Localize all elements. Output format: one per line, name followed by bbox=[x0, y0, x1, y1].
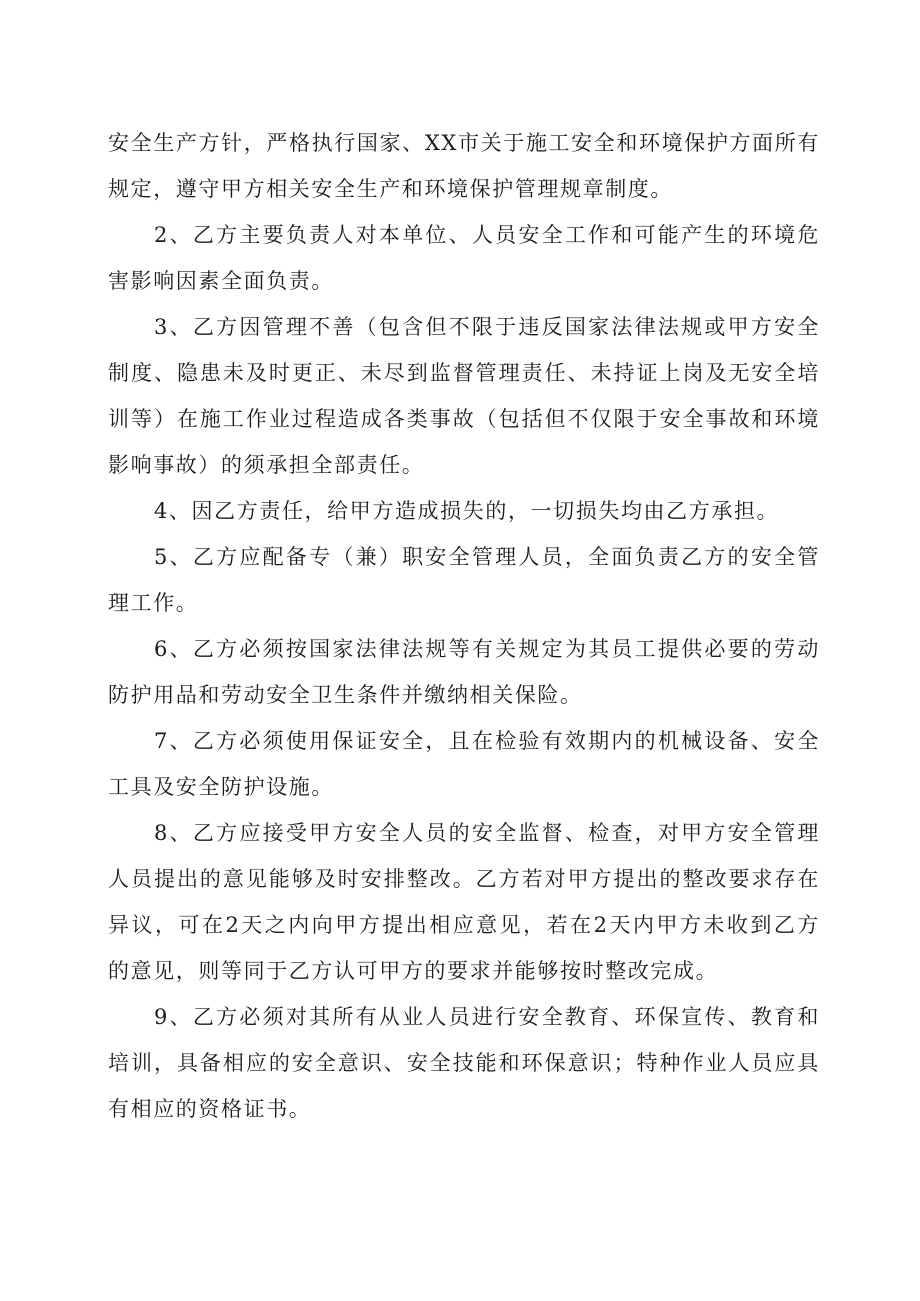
text-line: 5、乙方应配备专（兼）职安全管理人员，全面负责乙方的安全管 bbox=[154, 545, 820, 569]
text-line: 害影响因素全面负责。 bbox=[108, 269, 334, 293]
text-line: 训等）在施工作业过程造成各类事故（包括但不仅限于安全事故和环境 bbox=[108, 407, 820, 431]
paragraph-item-2 bbox=[108, 212, 820, 304]
document-page bbox=[108, 120, 820, 1132]
text-line: 3、乙方因管理不善（包含但不限于违反国家法律法规或甲方安全 bbox=[154, 315, 820, 339]
paragraph-item-3 bbox=[108, 304, 820, 488]
paragraph-item-7 bbox=[108, 718, 820, 810]
text-line: 6、乙方必须按国家法律法规等有关规定为其员工提供必要的劳动 bbox=[154, 637, 820, 661]
paragraph-item-5 bbox=[108, 534, 820, 626]
paragraph-item-4 bbox=[108, 488, 820, 534]
text-line: 异议，可在2天之内向甲方提出相应意见，若在2天内甲方未收到乙方 bbox=[108, 913, 820, 937]
text-line: 8、乙方应接受甲方安全人员的安全监督、检查，对甲方安全管理 bbox=[154, 821, 820, 845]
text-line: 的意见，则等同于乙方认可甲方的要求并能够按时整改完成。 bbox=[108, 959, 719, 983]
text-line: 规定，遵守甲方相关安全生产和环境保护管理规章制度。 bbox=[108, 177, 673, 201]
text-line: 理工作。 bbox=[108, 591, 199, 615]
paragraph-item-9 bbox=[108, 994, 820, 1132]
text-line: 4、因乙方责任，给甲方造成损失的，一切损失均由乙方承担。 bbox=[154, 499, 780, 523]
text-line: 防护用品和劳动安全卫生条件并缴纳相关保险。 bbox=[108, 683, 583, 707]
text-line: 培训，具备相应的安全意识、安全技能和环保意识；特种作业人员应具 bbox=[108, 1051, 820, 1075]
paragraph-item-8 bbox=[108, 810, 820, 994]
paragraph-1 bbox=[108, 120, 820, 212]
text-line: 2、乙方主要负责人对本单位、人员安全工作和可能产生的环境危 bbox=[154, 223, 820, 247]
paragraph-item-6 bbox=[108, 626, 820, 718]
text-line: 影响事故）的须承担全部责任。 bbox=[108, 453, 425, 477]
text-line: 7、乙方必须使用保证安全，且在检验有效期内的机械设备、安全 bbox=[154, 729, 820, 753]
text-line: 人员提出的意见能够及时安排整改。乙方若对甲方提出的整改要求存在 bbox=[108, 867, 820, 891]
text-line: 安全生产方针，严格执行国家、XX市关于施工安全和环境保护方面所有 bbox=[108, 131, 820, 155]
text-line: 有相应的资格证书。 bbox=[108, 1097, 312, 1121]
text-line: 制度、隐患未及时更正、未尽到监督管理责任、未持证上岗及无安全培 bbox=[108, 361, 820, 385]
text-line: 9、乙方必须对其所有从业人员进行安全教育、环保宣传、教育和 bbox=[154, 1005, 820, 1029]
text-line: 工具及安全防护设施。 bbox=[108, 775, 334, 799]
